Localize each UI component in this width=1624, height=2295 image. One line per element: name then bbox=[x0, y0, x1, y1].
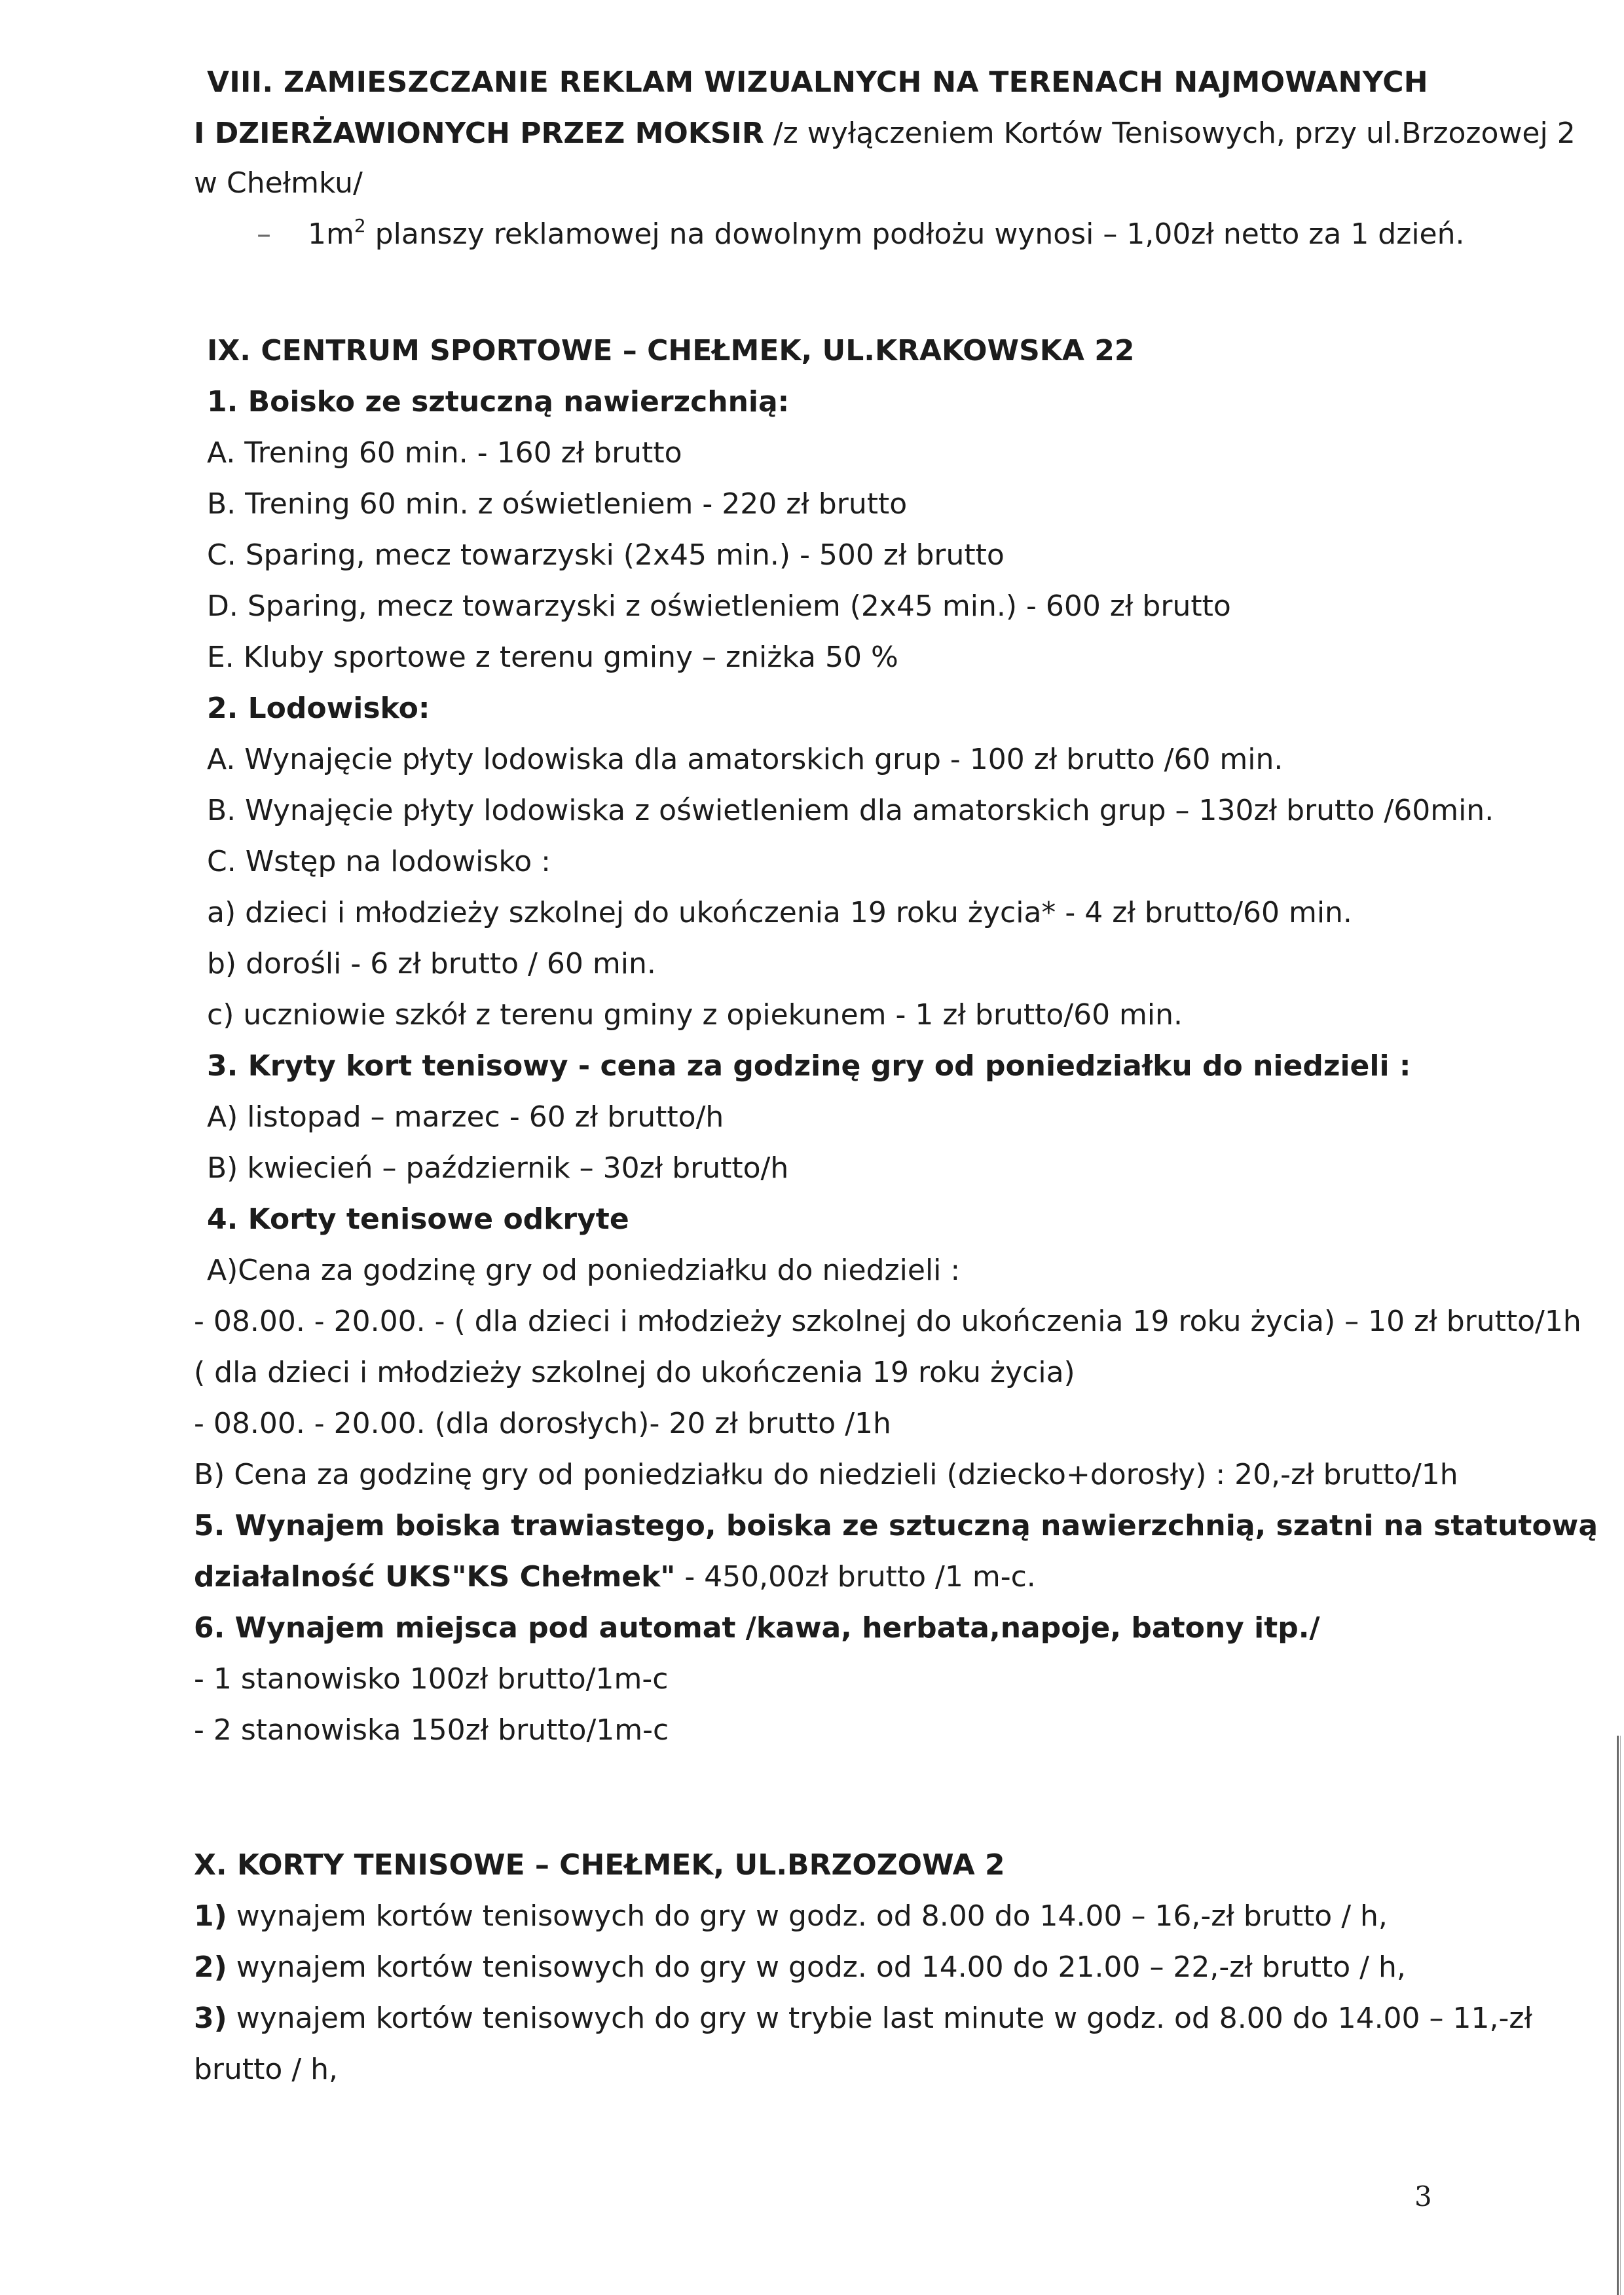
subsection-5-line2 bbox=[194, 1559, 1036, 1595]
subsection-4-item-b: B) Cena za godzinę gry od poniedziałku do niedzieli (dziecko+dorosły) : 20,-zł brutto/1h bbox=[194, 1458, 1458, 1491]
subsection-2-item-cb: b) dorośli - 6 zł brutto / 60 min. bbox=[207, 947, 656, 980]
subsection-3-title: 3. Kryty kort tenisowy - cena za godzinę gry od poniedziałku do niedzieli : bbox=[207, 1049, 1411, 1083]
subsection-2-item-b: B. Wynajęcie płyty lodowiska z oświetleniem dla amatorskich grup – 130zł brutto /60min. bbox=[207, 794, 1494, 827]
subsection-1-item-e: E. Kluby sportowe z terenu gminy – zniżka 50 % bbox=[207, 641, 898, 674]
scan-edge-line bbox=[1617, 1736, 1619, 2295]
superscript: 2 bbox=[354, 215, 366, 237]
item-number: 3) bbox=[194, 2002, 227, 2035]
section-viii-title-line1: VIII. ZAMIESZCZANIE REKLAM WIZUALNYCH NA TERENACH NAJMOWANYCH bbox=[207, 65, 1428, 99]
subsection-5-line1: 5. Wynajem boiska trawiastego, boiska ze sztuczną nawierzchnią, szatni na statutową bbox=[194, 1509, 1598, 1542]
section-x-item-3 bbox=[194, 2000, 1532, 2037]
item-pre: 1m bbox=[308, 217, 354, 251]
subsection-2-item-cc: c) uczniowie szkół z terenu gminy z opiekunem - 1 zł brutto/60 min. bbox=[207, 998, 1183, 1032]
subsection-2-title: 2. Lodowisko: bbox=[207, 692, 430, 725]
section-viii-title-line2 bbox=[194, 115, 1576, 152]
subsection-4-item-a2: ( dla dzieci i młodzieży szkolnej do ukończenia 19 roku życia) bbox=[194, 1356, 1075, 1389]
page-number: 3 bbox=[1414, 2180, 1432, 2212]
subsection-1-item-b: B. Trening 60 min. z oświetleniem - 220 zł brutto bbox=[207, 487, 908, 521]
item-number: 2) bbox=[194, 1950, 227, 1984]
section-ix-title: IX. CENTRUM SPORTOWE – CHEŁMEK, UL.KRAKOWSKA 22 bbox=[207, 334, 1135, 367]
subsection-1-item-c: C. Sparing, mecz towarzyski (2x45 min.) - 500 zł brutto bbox=[207, 538, 1005, 572]
subsection-4-title: 4. Korty tenisowe odkryte bbox=[207, 1203, 629, 1236]
item-text: wynajem kortów tenisowych do gry w godz. od 8.00 do 14.00 – 16,-zł brutto / h, bbox=[227, 1899, 1388, 1933]
item-text: wynajem kortów tenisowych do gry w trybie last minute w godz. od 8.00 do 14.00 – 11,-zł bbox=[227, 2002, 1532, 2035]
section-viii-title-bold: I DZIERŻAWIONYCH PRZEZ MOKSIR bbox=[194, 117, 764, 150]
subsection-1-item-a: A. Trening 60 min. - 160 zł brutto bbox=[207, 436, 682, 470]
item-number: 1) bbox=[194, 1899, 227, 1933]
section-x-item-2 bbox=[194, 1949, 1406, 1986]
subsection-2-item-a: A. Wynajęcie płyty lodowiska dla amatorskich grup - 100 zł brutto /60 min. bbox=[207, 743, 1283, 776]
item-text: wynajem kortów tenisowych do gry w godz. od 14.00 do 21.00 – 22,-zł brutto / h, bbox=[227, 1950, 1406, 1984]
section-x-title: X. KORTY TENISOWE – CHEŁMEK, UL.BRZOZOWA 2 bbox=[194, 1848, 1005, 1882]
subsection-6-item-a: - 1 stanowisko 100zł brutto/1m-c bbox=[194, 1662, 669, 1696]
scan-edge-line-light bbox=[1620, 1736, 1621, 2295]
subsection-3-item-b: B) kwiecień – październik – 30zł brutto/h bbox=[207, 1151, 789, 1185]
list-dash: – bbox=[257, 217, 271, 251]
section-viii-title-rest: /z wyłączeniem Kortów Tenisowych, przy ul.Brzozowej 2 bbox=[764, 117, 1576, 150]
subsection-2-item-c: C. Wstęp na lodowisko : bbox=[207, 845, 551, 878]
subsection-5-rest: - 450,00zł brutto /1 m-c. bbox=[675, 1560, 1036, 1594]
subsection-4-item-a1: - 08.00. - 20.00. - ( dla dzieci i młodzieży szkolnej do ukończenia 19 roku życia) – 10 zł brutto/1h bbox=[194, 1305, 1581, 1338]
item-post: planszy reklamowej na dowolnym podłożu wynosi – 1,00zł netto za 1 dzień. bbox=[365, 217, 1465, 251]
subsection-1-title: 1. Boisko ze sztuczną nawierzchnią: bbox=[207, 385, 790, 419]
subsection-4-item-a: A)Cena za godzinę gry od poniedziałku do niedzieli : bbox=[207, 1254, 961, 1287]
section-viii-title-line3: w Chełmku/ bbox=[194, 166, 363, 200]
section-x-item-1 bbox=[194, 1898, 1388, 1935]
section-x-item-3-continued: brutto / h, bbox=[194, 2053, 338, 2086]
subsection-2-item-ca: a) dzieci i młodzieży szkolnej do ukończenia 19 roku życia* - 4 zł brutto/60 min. bbox=[207, 896, 1352, 929]
subsection-6-item-b: - 2 stanowiska 150zł brutto/1m-c bbox=[194, 1713, 669, 1747]
section-viii-item bbox=[257, 216, 1465, 253]
subsection-5-bold: działalność UKS"KS Chełmek" bbox=[194, 1560, 676, 1594]
subsection-1-item-d: D. Sparing, mecz towarzyski z oświetleniem (2x45 min.) - 600 zł brutto bbox=[207, 589, 1231, 623]
subsection-3-item-a: A) listopad – marzec - 60 zł brutto/h bbox=[207, 1100, 724, 1134]
subsection-4-item-a3: - 08.00. - 20.00. (dla dorosłych)- 20 zł brutto /1h bbox=[194, 1407, 891, 1440]
subsection-6-title: 6. Wynajem miejsca pod automat /kawa, herbata,napoje, batony itp./ bbox=[194, 1611, 1320, 1645]
